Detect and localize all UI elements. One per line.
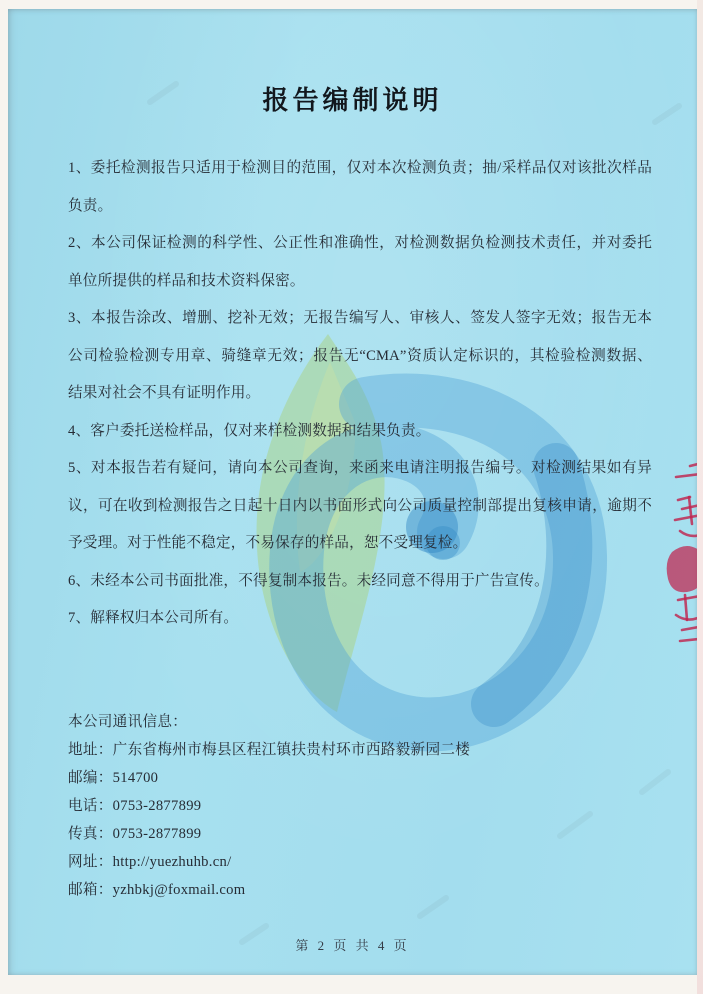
terms-list: [68, 150, 652, 638]
term-line: 公司检验检测专用章、骑缝章无效；报告无“CMA”资质认定标识的，其检验检测数据、: [68, 347, 652, 364]
term-line: 7、解释权归本公司所有。: [68, 610, 239, 626]
term-line: 5、对本报告若有疑问，请向本公司查询，来函来电请注明报告编号。对检测结果如有异: [68, 460, 652, 476]
scan-right-edge-strip: [697, 0, 703, 994]
term-line: 2、本公司保证检测的科学性、公正性和准确性，对检测数据负检测技术责任，并对委托: [68, 235, 652, 251]
term-line: 议，可在收到检测报告之日起十日内以书面形式向公司质量控制部提出复核申请，逾期不: [68, 497, 652, 514]
page-title: 报告编制说明: [262, 85, 443, 115]
scanned-report-page: [8, 9, 697, 975]
contact-line: 邮编：514700: [68, 770, 159, 786]
term-line: 结果对社会不具有证明作用。: [68, 385, 261, 401]
red-seal-blob: [667, 546, 697, 592]
contact-line: 电话：0753-2877899: [68, 798, 202, 814]
term-line: 3、本报告涂改、增删、挖补无效；无报告编写人、审核人、签发人签字无效；报告无本: [68, 310, 652, 326]
term-line: 负责。: [68, 197, 113, 214]
term-line: 4、客户委托送检样品，仅对来样检测数据和结果负责。: [68, 422, 431, 439]
term-line: 予受理。对于性能不稳定，不易保存的样品，恕不受理复检。: [68, 535, 468, 551]
contact-lines: [68, 736, 652, 904]
contact-line: 网址：http://yuezhuhb.cn/: [68, 854, 232, 870]
contact-line: 邮箱：yzhbkj@foxmail.com: [68, 882, 246, 898]
red-seal-fragment: [675, 464, 697, 641]
contact-block: [68, 708, 652, 904]
page-number-indicator: 第 2 页 共 4 页: [295, 938, 410, 953]
term-line: 单位所提供的样品和技术资料保密。: [68, 272, 305, 289]
contact-line: 传真：0753-2877899: [68, 826, 202, 842]
contact-line: 地址：广东省梅州市梅县区程江镇扶贵村环市西路毅新园二楼: [68, 742, 471, 758]
term-line: 1、委托检测报告只适用于检测目的范围，仅对本次检测负责；抽/采样品仅对该批次样品: [68, 160, 652, 176]
contact-heading: 本公司通讯信息：: [68, 714, 188, 730]
term-line: 6、未经本公司书面批准，不得复制本报告。未经同意不得用于广告宣传。: [68, 572, 549, 589]
